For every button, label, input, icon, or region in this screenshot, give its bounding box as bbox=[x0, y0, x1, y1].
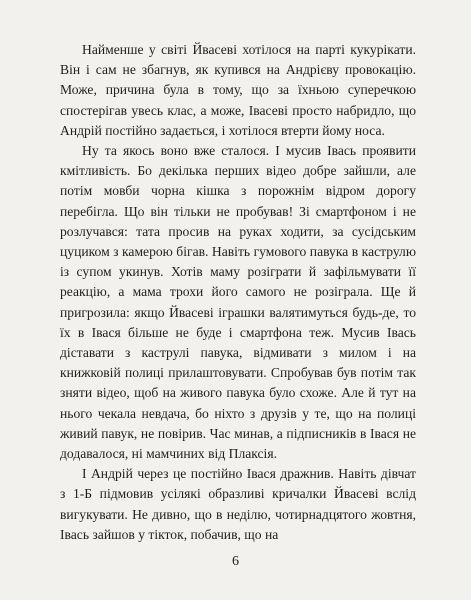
paragraph-2: Ну та якось воно вже сталося. І мусив Івась проявити кмітливість. Бо декілька перших відео добре зайшли, але потім мовби чорна кішка з порожнім відром дорогу перебігла. Що він тільки не пробував! Зі смартфоном і не розлучався: тата просив на руках ходити, за сусідським цуциком з камерою бігав. Навіть гумового павука в каструлю із супом укинув. Хотів маму розіграти й зафільмувати її реакцію, а мама трохи його самого не розіграла. Ще й пригрозила: якщо Йвасеві іграшки валятимуться будь-де, то їх в Івася більше не буде і смартфона теж. Мусив Івась діставати з каструлі павука, відмивати з милом і на книжковій полиці прилаштовувати. Спробував був потім так зняти відео, щоб на живого павука було схоже. Але й тут на нього чекала невдача, бо ніхто з друзів у те, що на полиці живий павук, не повірив. Час минав, а підписників в Івася не додавалося, ні мамчиних від Плаксія. bbox=[60, 143, 416, 462]
paragraph-3: І Андрій через це постійно Івася дражнив. Навіть дівчат з 1-Б підмовив усілякі образливі кричалки Йвасеві вслід вигукувати. Не дивно, що в неділю, чотирнадцятого жовтня, Івась зайшов у тікток, побачив, що на bbox=[60, 466, 416, 542]
body-text bbox=[60, 40, 416, 545]
paragraph-1: Найменше у світі Йвасеві хотілося на парті кукурікати. Він і сам не збагнув, як купився на Андрієву провокацію. Може, причина була в тому, що за їхньою суперечкою спостерігав увесь клас, а може, Івасеві просто набридло, що Андрій постійно задається, і хотілося втерти йому носа. bbox=[60, 42, 416, 138]
page-number: 6 bbox=[232, 554, 239, 569]
